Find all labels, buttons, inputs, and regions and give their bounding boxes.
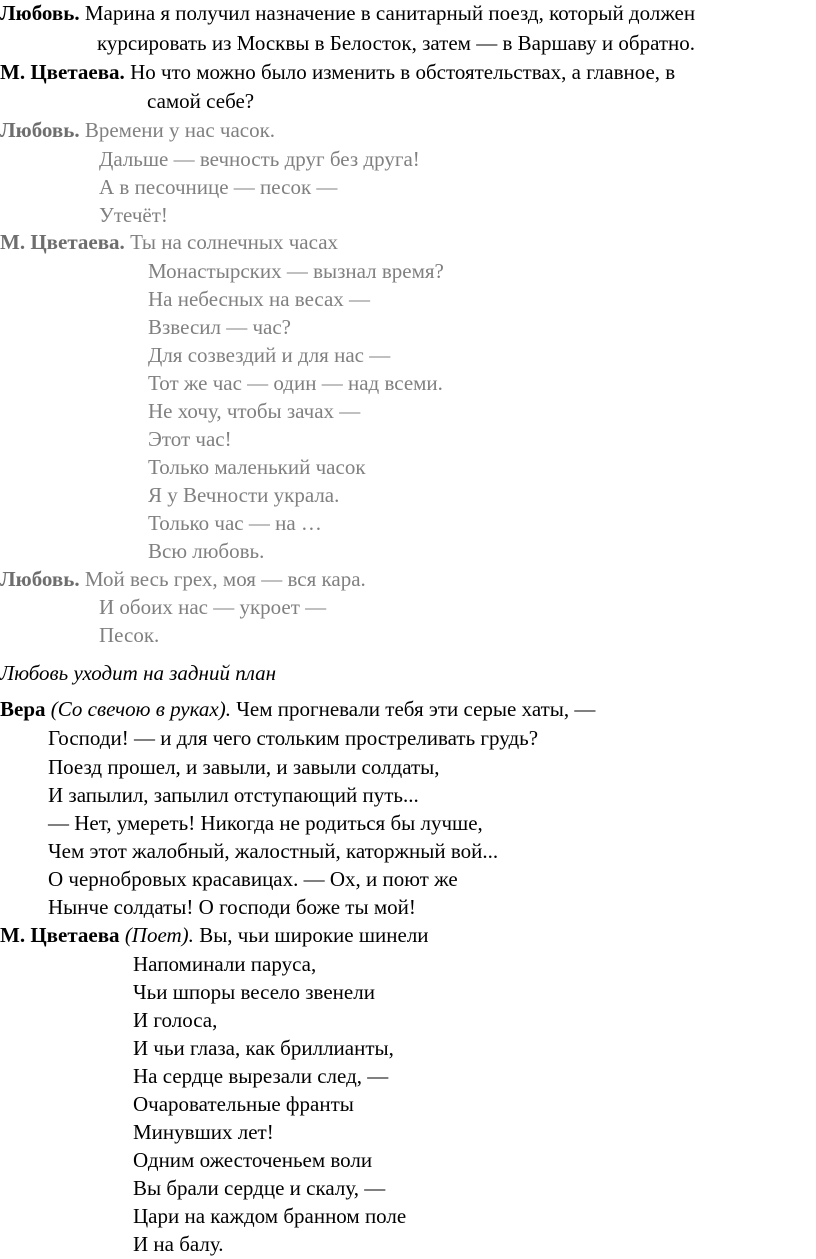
stage-direction: (Со свечою в руках). <box>50 697 231 721</box>
verse-line: Нынче солдаты! О господи боже ты мой! <box>48 895 416 919</box>
verse-line: Господи! — и для чего стольким простреливать грудь? <box>48 726 539 750</box>
verse-line: Взвесил — час? <box>148 315 292 339</box>
dialogue-line <box>0 922 429 948</box>
dialogue-text: Марина я получил назначение в санитарный поезд, который должен <box>84 1 696 25</box>
speaker-name: М. Цветаева <box>0 923 120 947</box>
speaker-name: М. Цветаева. <box>0 230 125 254</box>
speaker-name: Любовь. <box>0 567 80 591</box>
verse-line: Дальше — вечность друг без друга! <box>99 147 420 171</box>
verse-line: Утечёт! <box>99 203 168 227</box>
verse-line: Я у Вечности украла. <box>148 483 340 507</box>
speaker-name: М. Цветаева. <box>0 60 125 84</box>
stage-direction: (Поет). <box>124 923 194 947</box>
verse-line: Времени у нас часок. <box>84 118 276 142</box>
dialogue-line: курсировать из Москвы в Белосток, затем — в Варшаву и обратно. <box>97 31 696 55</box>
dialogue-line <box>0 229 338 255</box>
dialogue-line <box>0 0 695 26</box>
dialogue-line <box>0 566 366 592</box>
dialogue-text: Но что можно было изменить в обстоятельствах, а главное, в <box>130 60 676 84</box>
verse-line: Одним ожесточеньем воли <box>133 1148 373 1172</box>
verse-line: Песок. <box>99 623 160 647</box>
verse-line: Этот час! <box>148 427 232 451</box>
verse-line: А в песочнице — песок — <box>99 175 338 199</box>
verse-line: Монастырских — вызнал время? <box>148 259 444 283</box>
verse-line: На сердце вырезали след, — <box>133 1064 389 1088</box>
verse-line: Чьи шпоры весело звенели <box>133 980 375 1004</box>
stage-direction: Любовь уходит на задний план <box>0 661 277 685</box>
dialogue-line <box>0 696 595 722</box>
verse-line: Вы, чьи широкие шинели <box>199 923 429 947</box>
verse-line: Чем прогневали тебя эти серые хаты, — <box>236 697 596 721</box>
verse-line: — Нет, умереть! Никогда не родиться бы лучше, <box>48 811 483 835</box>
verse-line: И обоих нас — укроет — <box>99 595 327 619</box>
speaker-name: Вера <box>0 697 46 721</box>
verse-line: И чьи глаза, как бриллианты, <box>133 1036 394 1060</box>
speaker-name: Любовь. <box>0 118 80 142</box>
speaker-name: Любовь. <box>0 1 80 25</box>
verse-line: Тот же час — один — над всеми. <box>148 371 443 395</box>
verse-line: Всю любовь. <box>148 539 265 563</box>
verse-line: Для созвездий и для нас — <box>148 343 391 367</box>
verse-line: И на балу. <box>133 1232 224 1256</box>
verse-line: Вы брали сердце и скалу, — <box>133 1176 386 1200</box>
verse-line: Минувших лет! <box>133 1120 274 1144</box>
verse-line: Чем этот жалобный, жалостный, каторжный вой... <box>48 839 499 863</box>
verse-line: О чернобровых красавицах. — Ох, и поют же <box>48 867 458 891</box>
verse-line: Ты на солнечных часах <box>130 230 339 254</box>
verse-line: Мой весь грех, моя — вся кара. <box>84 567 366 591</box>
verse-line: Не хочу, чтобы зачах — <box>148 399 361 423</box>
verse-line: Напоминали паруса, <box>133 952 317 976</box>
verse-line: Только час — на … <box>148 511 322 535</box>
verse-line: И голоса, <box>133 1008 218 1032</box>
dialogue-line <box>0 117 275 143</box>
verse-line: И запылил, запылил отступающий путь... <box>48 783 419 807</box>
verse-line: Только маленький часок <box>148 455 366 479</box>
dialogue-line <box>0 59 675 85</box>
verse-line: Поезд прошел, и завыли, и завыли солдаты, <box>48 755 440 779</box>
verse-line: Цари на каждом бранном поле <box>133 1204 407 1228</box>
verse-line: На небесных на весах — <box>148 287 371 311</box>
verse-line: Очаровательные франты <box>133 1092 354 1116</box>
dialogue-line: самой себе? <box>147 89 255 113</box>
